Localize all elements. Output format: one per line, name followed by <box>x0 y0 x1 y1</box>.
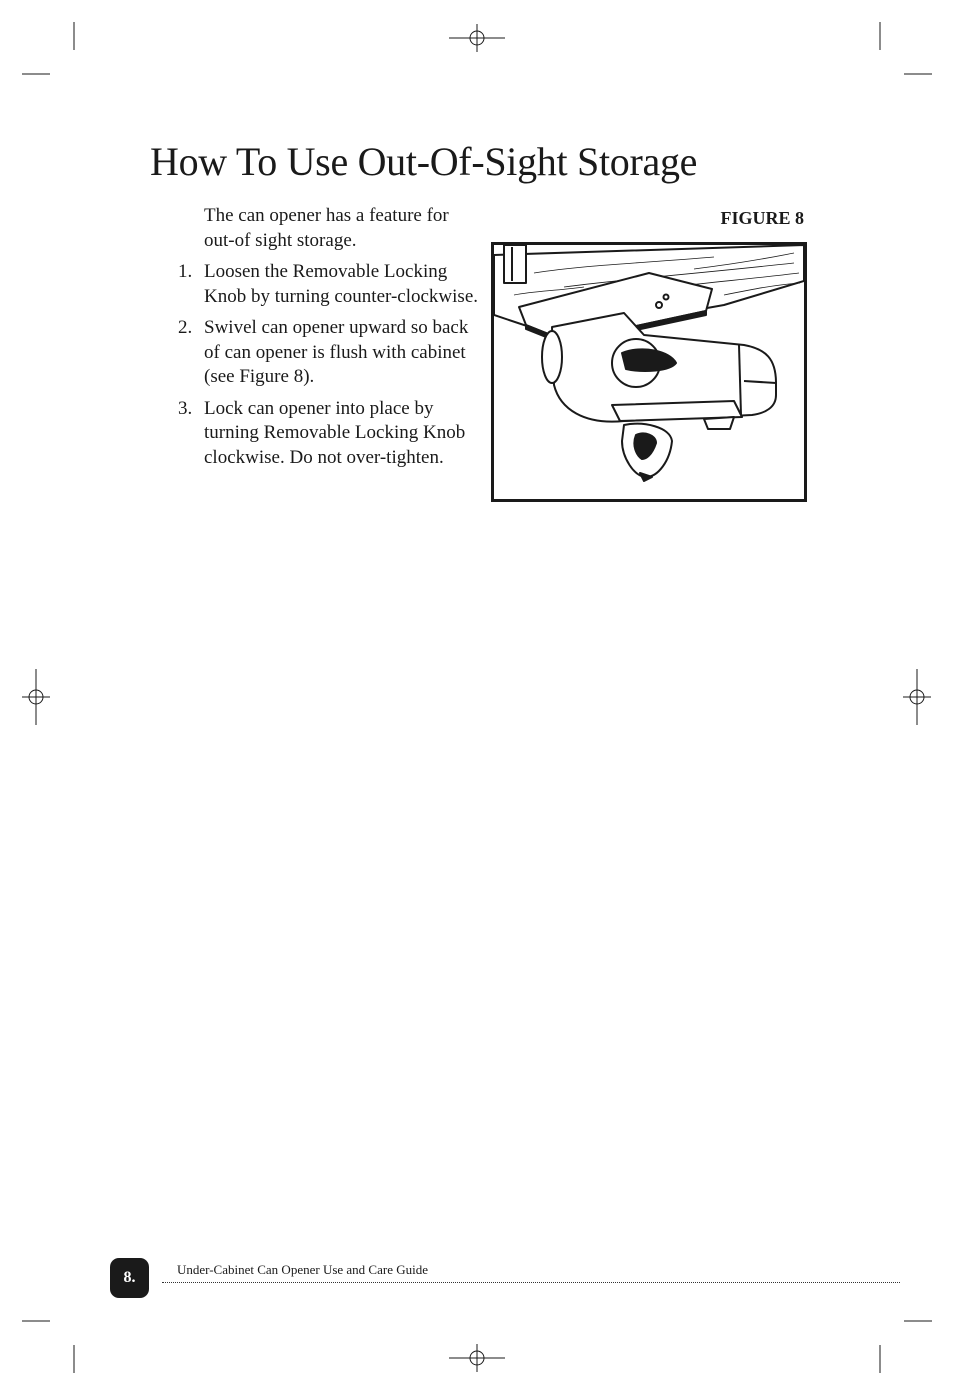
registration-mark-left <box>22 669 50 725</box>
intro-paragraph: The can opener has a feature for out-of sight storage. <box>204 205 449 251</box>
cabinet-face-frame <box>504 245 526 283</box>
figure-illustration <box>491 242 807 502</box>
step-number: 2. <box>178 317 193 338</box>
figure-label: FIGURE 8 <box>720 208 804 228</box>
side-cap <box>542 331 562 383</box>
registration-mark-bottom <box>449 1344 505 1372</box>
step-item <box>178 397 478 471</box>
can-opener-illustration <box>494 245 804 499</box>
step-text: Swivel can opener upward so back of can opener is flush with cabinet (see Figure 8). <box>204 317 469 387</box>
registration-mark-right <box>903 669 931 725</box>
step-text: Loosen the Removable Locking Knob by turning counter-clockwise. <box>204 261 478 307</box>
step-number: 3. <box>178 397 193 419</box>
footer-dotted-rule <box>162 1282 900 1283</box>
instruction-steps <box>178 260 478 477</box>
page-number-badge: 8. <box>110 1258 149 1298</box>
step-item <box>178 316 478 390</box>
registration-mark-top <box>449 24 505 52</box>
step-number: 1. <box>178 261 193 282</box>
step-item <box>178 260 478 309</box>
footer-guide-title: Under-Cabinet Can Opener Use and Care Guide <box>177 1262 428 1277</box>
step-text: Lock can opener into place by turning Removable Locking Knob clockwise. Do not over-tighten. <box>204 397 466 468</box>
page-title: How To Use Out-Of-Sight Storage <box>150 139 698 184</box>
